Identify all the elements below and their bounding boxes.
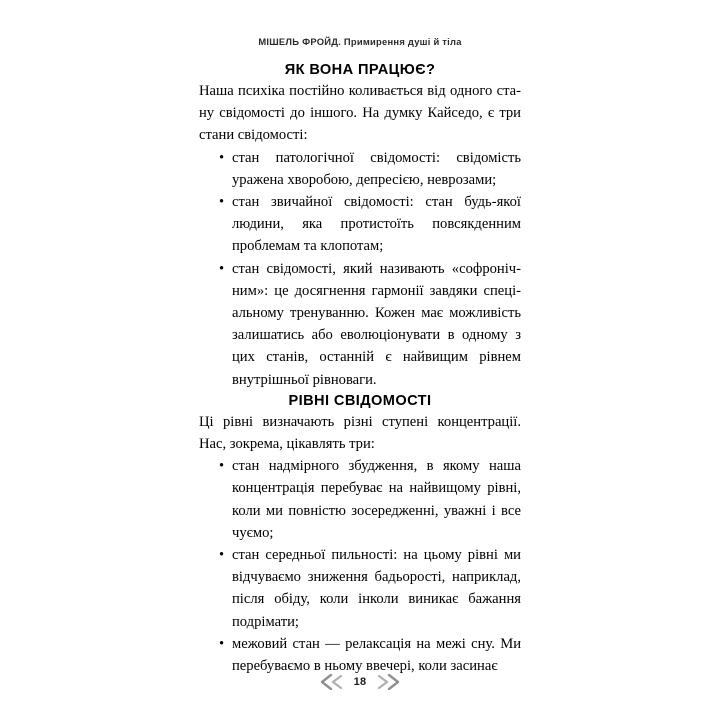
list-item: [199, 147, 521, 191]
bullet-icon: •: [219, 547, 225, 564]
bullet-icon: •: [219, 458, 225, 475]
double-chevron-right-icon: [375, 674, 401, 690]
list-item: [199, 544, 521, 633]
list-item-text: стан звичайної свідомості: стан будь-якої людини, яка протистоїть повсякденним проблемам та клопотам;: [232, 194, 521, 255]
list-item-text: стан свідомості, який називають «софронічним»: це досягнення гармонії завдяки спеціальному тренуванню. Кожен має можливість залишатись або еволюціонувати в одному з цих станів, останній є найвищим рівнем внутрішньої рівноваги.: [232, 260, 521, 388]
text-column: [199, 60, 521, 677]
list-item: [199, 633, 521, 677]
list-item: [199, 191, 521, 258]
page-footer: [0, 672, 720, 692]
bullet-list-levels-of-consciousness: [199, 455, 521, 677]
bullet-list-how-it-works: [199, 147, 521, 391]
section-title-how-it-works: ЯК ВОНА ПРАЦЮЄ?: [284, 62, 436, 78]
bullet-icon: •: [219, 149, 225, 166]
bullet-icon: •: [219, 260, 225, 277]
list-item-text: стан надмірного збудження, в якому наша концентрація перебуває на найвищому рівні, коли ми повністю зосередженні, уважні і все чуємо;: [232, 458, 521, 541]
list-item-text: межовий стан — релаксація на межі сну. Ми перебуваємо в ньому ввечері, коли засинає: [232, 635, 521, 675]
section-intro-paragraph: Наша психіка постійно коливається від одного стану свідомості до іншого. На думку Кайседо, є три стани свідомості:: [199, 83, 521, 144]
list-item-text: стан патологічної свідомості: свідомість уражена хворобою, депресією, неврозами;: [232, 149, 521, 188]
section-intro-paragraph: Ці рівні визначають різні ступені концентрації. Нас, зокрема, цікавлять три:: [199, 413, 521, 453]
list-item: [199, 455, 521, 544]
page-number: 18: [353, 676, 367, 688]
list-item-text: стан середньої пильності: на цьому рівні ми відчуваємо зниження бадьорості, наприклад, після обіду, коли інколи виникає бажання подрімати;: [232, 547, 521, 630]
double-chevron-left-icon: [319, 674, 345, 690]
running-head: МІШЕЛЬ ФРОЙД. Примирення душі й тіла: [258, 36, 462, 47]
bullet-icon: •: [219, 194, 225, 211]
section-title-levels-of-consciousness: РІВНІ СВІДОМОСТІ: [288, 392, 432, 409]
list-item: [199, 258, 521, 391]
bullet-icon: •: [219, 635, 225, 652]
